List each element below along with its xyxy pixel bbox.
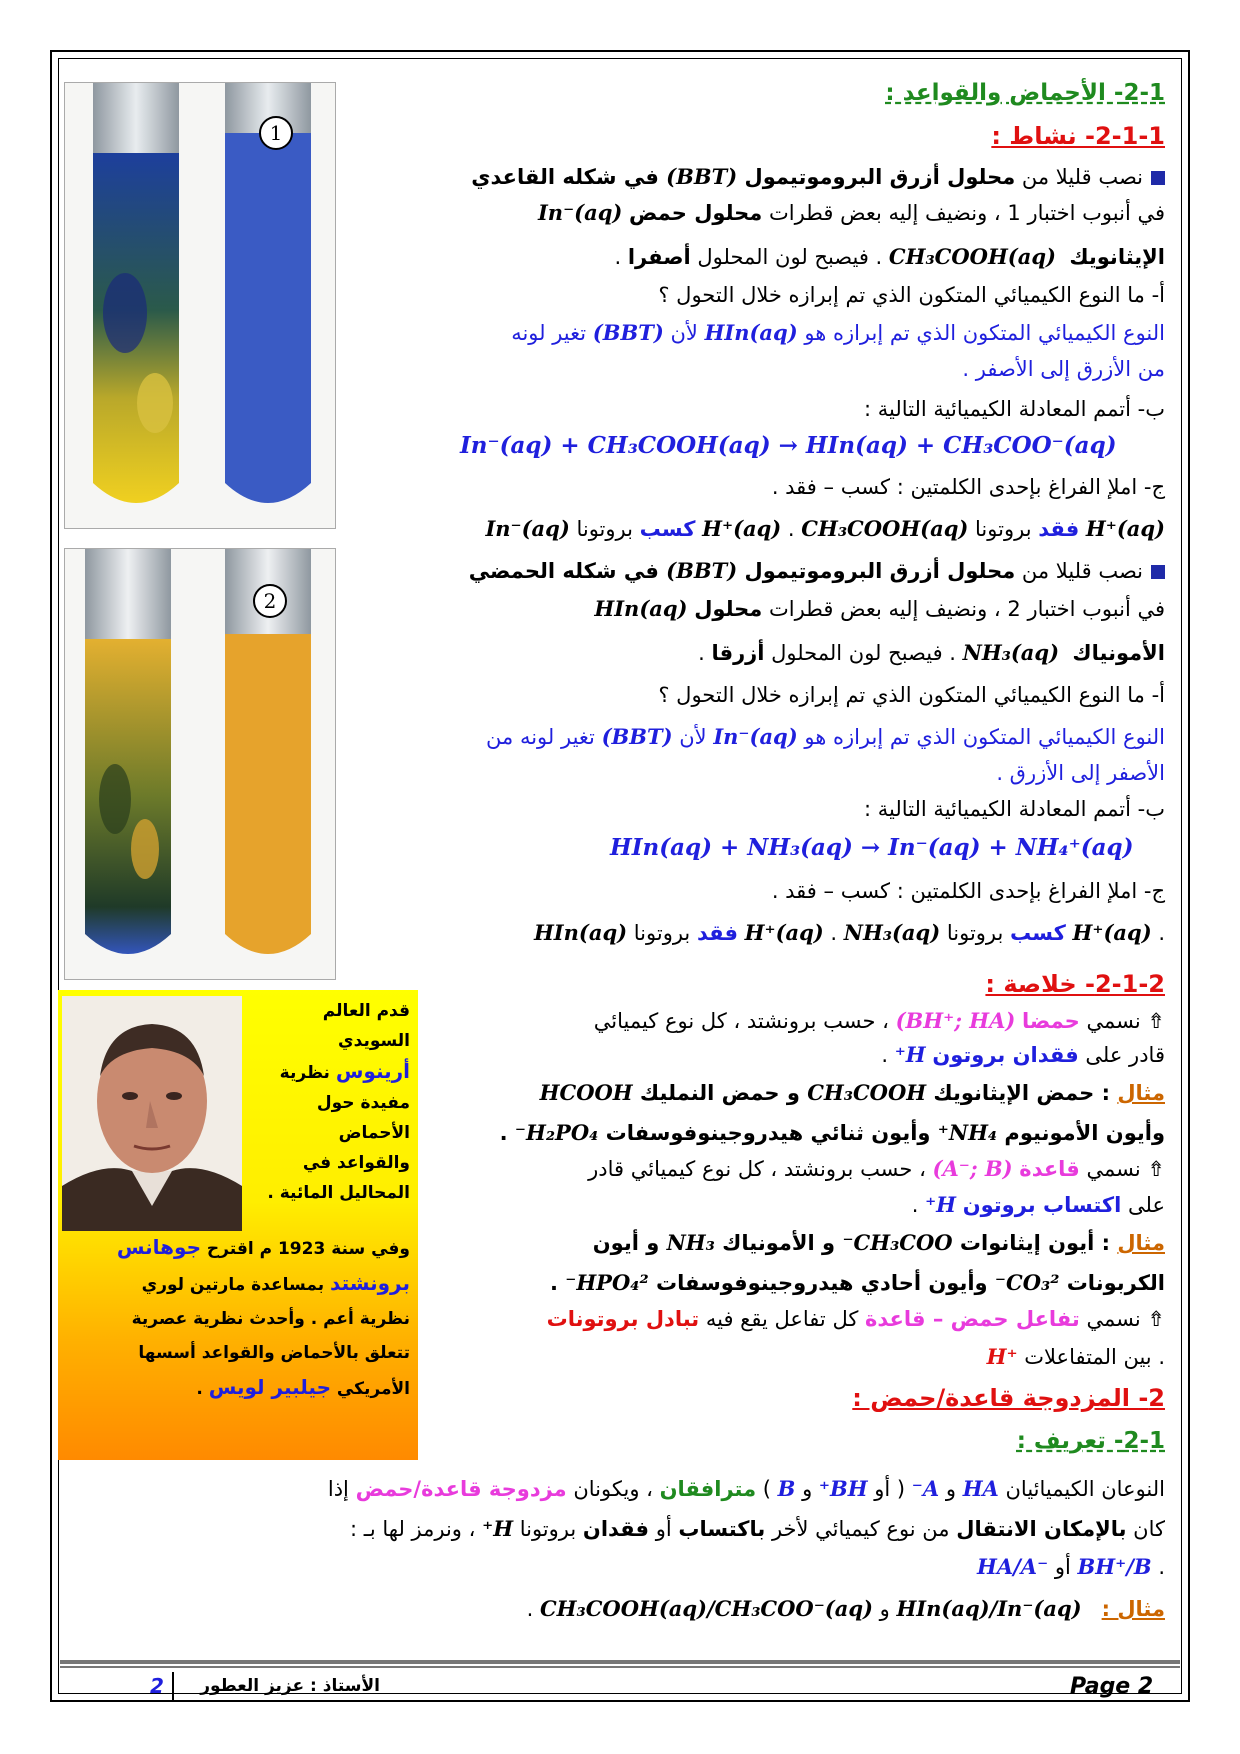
part2-para2: HIn(aq) في أنبوب اختبار 2 ، ونضيف إليه بعض قطرات محلول	[594, 596, 1165, 621]
part1-answer-a: النوع الكيميائي المتكون الذي تم إبرازه هو HIn(aq) لأن (BBT) تغير لونه	[511, 320, 1165, 345]
footer-page-label: Page 2	[1070, 1674, 1154, 1699]
section-2-1-title: 2-1- الأحماض والقواعد :	[885, 80, 1165, 106]
definition-line3: HA/A⁻ أو BH⁺/B .	[976, 1554, 1165, 1579]
biography-box	[58, 990, 418, 1460]
test-tube-photo-2	[64, 548, 336, 980]
summary-acid-example: مثال : حمض الإيثانويك CH₃COOH و حمض النمليك HCOOH	[539, 1080, 1165, 1105]
footer-divider	[172, 1672, 174, 1700]
part1-fill-answer: In⁻(aq) كسب بروتونا H⁺(aq) . CH₃COOH(aq) فقد بروتونا H⁺(aq)	[485, 516, 1165, 541]
footer-teacher: الأستاذ : عزيز العطور	[200, 1676, 380, 1696]
footer-rule	[60, 1660, 1180, 1664]
bullet-square-icon	[1151, 171, 1165, 185]
summary-title: 2-1-2- خلاصة :	[985, 970, 1165, 998]
part2-para3: الأمونياك NH₃(aq) . فيصبح لون المحلول أزرقا .	[698, 640, 1165, 665]
pointer-icon: ⇮	[1140, 1307, 1165, 1331]
part1-para2: In⁻(aq) في أنبوب اختبار 1 ، ونضيف إليه بعض قطرات محلول حمض	[537, 200, 1165, 225]
part1-question-a: أ- ما النوع الكيميائي المتكون الذي تم إبرازه خلال التحول ؟	[658, 283, 1165, 307]
test-tube-photo-1	[64, 82, 336, 529]
part1-equation: In⁻(aq) + CH₃COOH(aq) → HIn(aq) + CH₃COO⁻(aq)	[460, 432, 1117, 459]
definition-line2: كان بالإمكان الانتقال من نوع كيميائي لأخر باكتساب أو فقدان بروتونا H⁺ ، ونرمز لها بـ :	[349, 1516, 1165, 1541]
bullet-square-icon	[1151, 565, 1165, 579]
definition-example: مثال : HIn(aq)/In⁻(aq) و CH₃COOH(aq)/CH₃COO⁻(aq) .	[526, 1596, 1165, 1621]
part1-answer-a-cont: من الأزرق إلى الأصفر .	[962, 357, 1165, 381]
summary-base-example-cont: الكربونات CO₃²⁻ وأيون أحادي هيدروجينوفوسفات HPO₄²⁻ .	[549, 1270, 1165, 1295]
section-2-title: 2- المزدوجة قاعدة/حمض :	[852, 1384, 1165, 1412]
tube-label-1: 1	[259, 116, 293, 150]
scientist-portrait	[62, 996, 242, 1231]
summary-reaction-def: ⇮ نسمي تفاعل حمض – قاعدة كل تفاعل يقع فيه تبادل بروتونات	[546, 1307, 1165, 1331]
part2-answer-a: النوع الكيميائي المتكون الذي تم إبرازه هو In⁻(aq) لأن (BBT) تغير لونه من	[486, 724, 1165, 749]
tube-label-2: 2	[253, 584, 287, 618]
part2-question-b: ب- أتمم المعادلة الكيميائية التالية :	[864, 797, 1165, 821]
part1-question-c: ج- املإ الفراغ بإحدى الكلمتين : كسب – فقد .	[771, 475, 1165, 499]
summary-base-def: ⇮ نسمي قاعدة (A⁻; B) ، حسب برونشتد ، كل نوع كيميائي قادر	[588, 1156, 1165, 1181]
pointer-icon: ⇮	[1140, 1009, 1165, 1033]
activity-title: 2-1-1- نشاط :	[991, 122, 1165, 150]
summary-acid-def: ⇮ نسمي حمضا (BH⁺; HA) ، حسب برونشتد ، كل نوع كيميائي	[593, 1008, 1165, 1033]
part2-question-c: ج- املإ الفراغ بإحدى الكلمتين : كسب – فقد .	[771, 879, 1165, 903]
summary-base-example: مثال : أيون إيثانوات CH₃COO⁻ و الأمونياك NH₃ و أيون	[592, 1230, 1165, 1255]
part2-equation: HIn(aq) + NH₃(aq) → In⁻(aq) + NH₄⁺(aq)	[610, 834, 1134, 861]
definition-line1: النوعان الكيميائيان HA و A⁻ ( أو BH⁺ و B ) مترافقان ، ويكونان مزدوجة قاعدة/حمض إذا	[327, 1476, 1165, 1501]
part2-answer-a-cont: الأصفر إلى الأزرق .	[996, 761, 1165, 785]
footer-rule-thin	[60, 1666, 1180, 1668]
summary-acid-example-cont: وأيون الأمونيوم NH₄⁺ وأيون ثنائي هيدروجينوفوسفات H₂PO₄⁻ .	[499, 1120, 1165, 1145]
summary-reaction-def-cont: H⁺ بين المتفاعلات .	[986, 1344, 1165, 1369]
part1-question-b: ب- أتمم المعادلة الكيميائية التالية :	[864, 397, 1165, 421]
part1-para1: نصب قليلا من محلول أزرق البروموتيمول (BBT) في شكله القاعدي	[365, 162, 1165, 192]
summary-acid-def-cont: قادر على فقدان بروتون H⁺ .	[881, 1042, 1165, 1067]
part2-question-a: أ- ما النوع الكيميائي المتكون الذي تم إبرازه خلال التحول ؟	[658, 683, 1165, 707]
definition-title: 2-1- تعريف :	[1016, 1428, 1165, 1454]
summary-base-def-cont: على اكتساب بروتون H⁺ .	[911, 1192, 1165, 1217]
part2-fill-answer: HIn(aq) فقد بروتونا H⁺(aq) . NH₃(aq) كسب بروتونا H⁺(aq) .	[533, 920, 1165, 945]
part2-para1: نصب قليلا من محلول أزرق البروموتيمول (BBT) في شكله الحمضي	[365, 556, 1165, 586]
bio-lines-right: قدم العالم السويدي أرينوس نظرية مفيدة حول الأحماض والقواعد في المحاليل المائية .	[267, 1001, 410, 1203]
part1-para3: الإيثانويك CH₃COOH(aq) . فيصبح لون المحلول أصفرا .	[614, 244, 1165, 269]
pointer-icon: ⇮	[1140, 1157, 1165, 1181]
footer-page-number: 2	[150, 1674, 164, 1698]
bio-lines-bottom: وفي سنة 1923 م اقترح جوهانس برونشتد بمساعدة مارتين لوري نظرية أعم . وأحدث نظرية عصرية تتعلق بالأحماض والقواعد أسسها الأمريكي جيلبير لويس .	[116, 1235, 410, 1399]
